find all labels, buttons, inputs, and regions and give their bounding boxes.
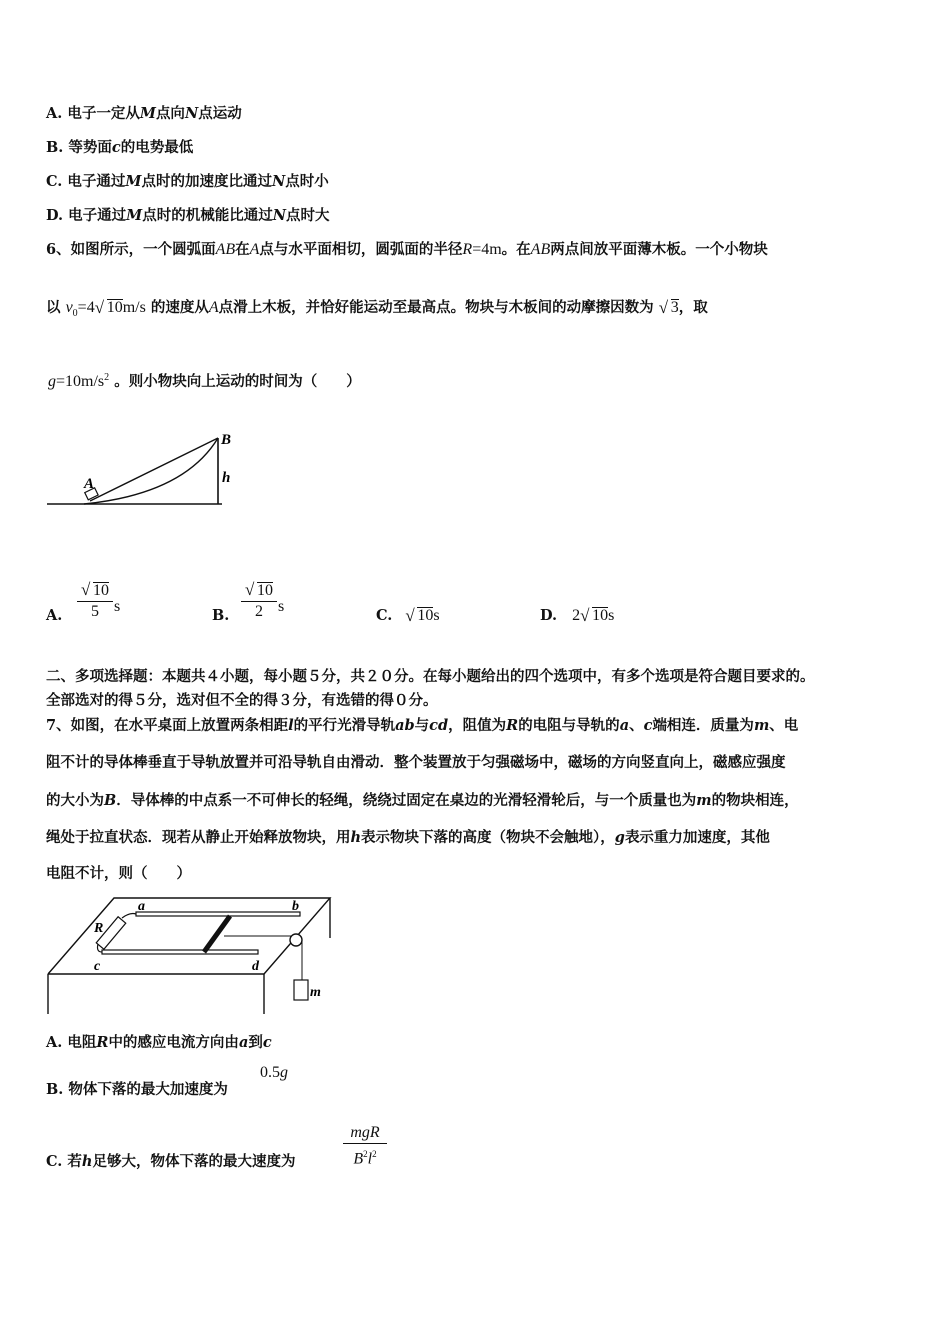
label-b: B	[221, 432, 232, 448]
q7-line-4: 绳处于拉直状态．现若从静止开始释放物块，用h表示物块下落的高度（物块不会触地），g表示重力加速度，其他	[46, 829, 770, 846]
q7-option-c: C. 若h足够大，物体下落的最大速度为	[46, 1153, 296, 1170]
sqrt-10: √ 10	[95, 299, 123, 317]
label-d: d	[252, 959, 259, 974]
q7-line-5: 电阻不计，则（ ）	[46, 865, 191, 882]
q5-option-b: B. 等势面c的电势最低	[46, 139, 194, 156]
q6-option-b-fraction: √ 10 2	[241, 582, 277, 621]
label-h: h	[222, 470, 231, 486]
q7-option-c-fraction: mgR $B^2l^2$	[343, 1124, 387, 1168]
q6-option-b-unit: s	[278, 598, 285, 615]
section2-line-1: 二、多项选择题：本题共４小题，每小题５分，共２０分。在每小题给出的四个选项中，有多个选项是符合题目要求的。	[46, 668, 815, 685]
q6-option-a-letter: A.	[46, 607, 63, 624]
hanging-block	[294, 980, 308, 1000]
q7-line-2: 阻不计的导体棒垂直于导轨放置并可沿导轨自由滑动．整个装置放于匀强磁场中，磁场的方向竖直向上，磁感应强度	[46, 754, 786, 771]
q7-line-1: 7、如图，在水平桌面上放置两条相距l的平行光滑导轨ab与cd，阻值为R的电阻与导轨的a、c端相连．质量为m、电	[46, 717, 799, 734]
q5-option-c: C. 电子通过M点时的加速度比通过N点时小	[46, 173, 329, 190]
q6-incline-figure	[44, 428, 244, 510]
q6-option-d: D. 2√ 10s	[540, 607, 614, 625]
rail-ab	[136, 912, 300, 916]
label-a: A	[84, 476, 95, 492]
label-m: m	[310, 985, 321, 1000]
pulley	[290, 934, 302, 946]
q6-option-a-unit: s	[114, 598, 121, 615]
plank-line	[90, 438, 218, 501]
label-b: b	[292, 899, 299, 914]
rail-cd	[102, 950, 258, 954]
section2-line-2: 全部选对的得５分，选对但不全的得３分，有选错的得０分。	[46, 692, 438, 709]
conductor-rod	[204, 916, 230, 952]
label-c: c	[94, 959, 101, 974]
q7-option-b: B. 物体下落的最大加速度为	[46, 1081, 228, 1098]
label-a: a	[138, 899, 145, 914]
q6-option-b-letter: B.	[212, 607, 230, 624]
q6-line-2: 以 $v_0=4√$ 10m/s 的速度从A点滑上木板，并恰好能运动至最高点。物块与木板间的动摩擦因数为 √ 3，取	[46, 296, 708, 319]
q7-option-b-value: 0.5g	[260, 1064, 288, 1081]
q5-option-a: A. 电子一定从M点向N点运动	[46, 105, 242, 122]
q6-line-3: $g=10m/s^2$ 。则小物块向上运动的时间为（ ）	[48, 372, 361, 390]
sqrt-3: √ 3	[659, 299, 679, 317]
q6-line-1: 6、如图所示，一个圆弧面AB在A点与水平面相切，圆弧面的半径R=4m。在AB两点间放平面薄木板。一个小物块	[46, 241, 768, 258]
q6-option-c: C. √ 10s	[376, 607, 440, 625]
label-r: R	[94, 921, 104, 936]
q6-option-a-fraction: √ 10 5	[77, 582, 113, 621]
q7-rail-figure	[44, 892, 344, 1018]
q5-option-d: D. 电子通过M点时的机械能比通过N点时大	[46, 207, 330, 224]
q7-line-3: 的大小为B．导体棒的中点系一不可伸长的轻绳，绕绕过固定在桌边的光滑轻滑轮后，与一个质量也为m的物块相连，	[46, 792, 799, 809]
q7-option-a: A. 电阻R中的感应电流方向由a到c	[46, 1034, 272, 1051]
resistor-wire-top	[122, 914, 136, 919]
